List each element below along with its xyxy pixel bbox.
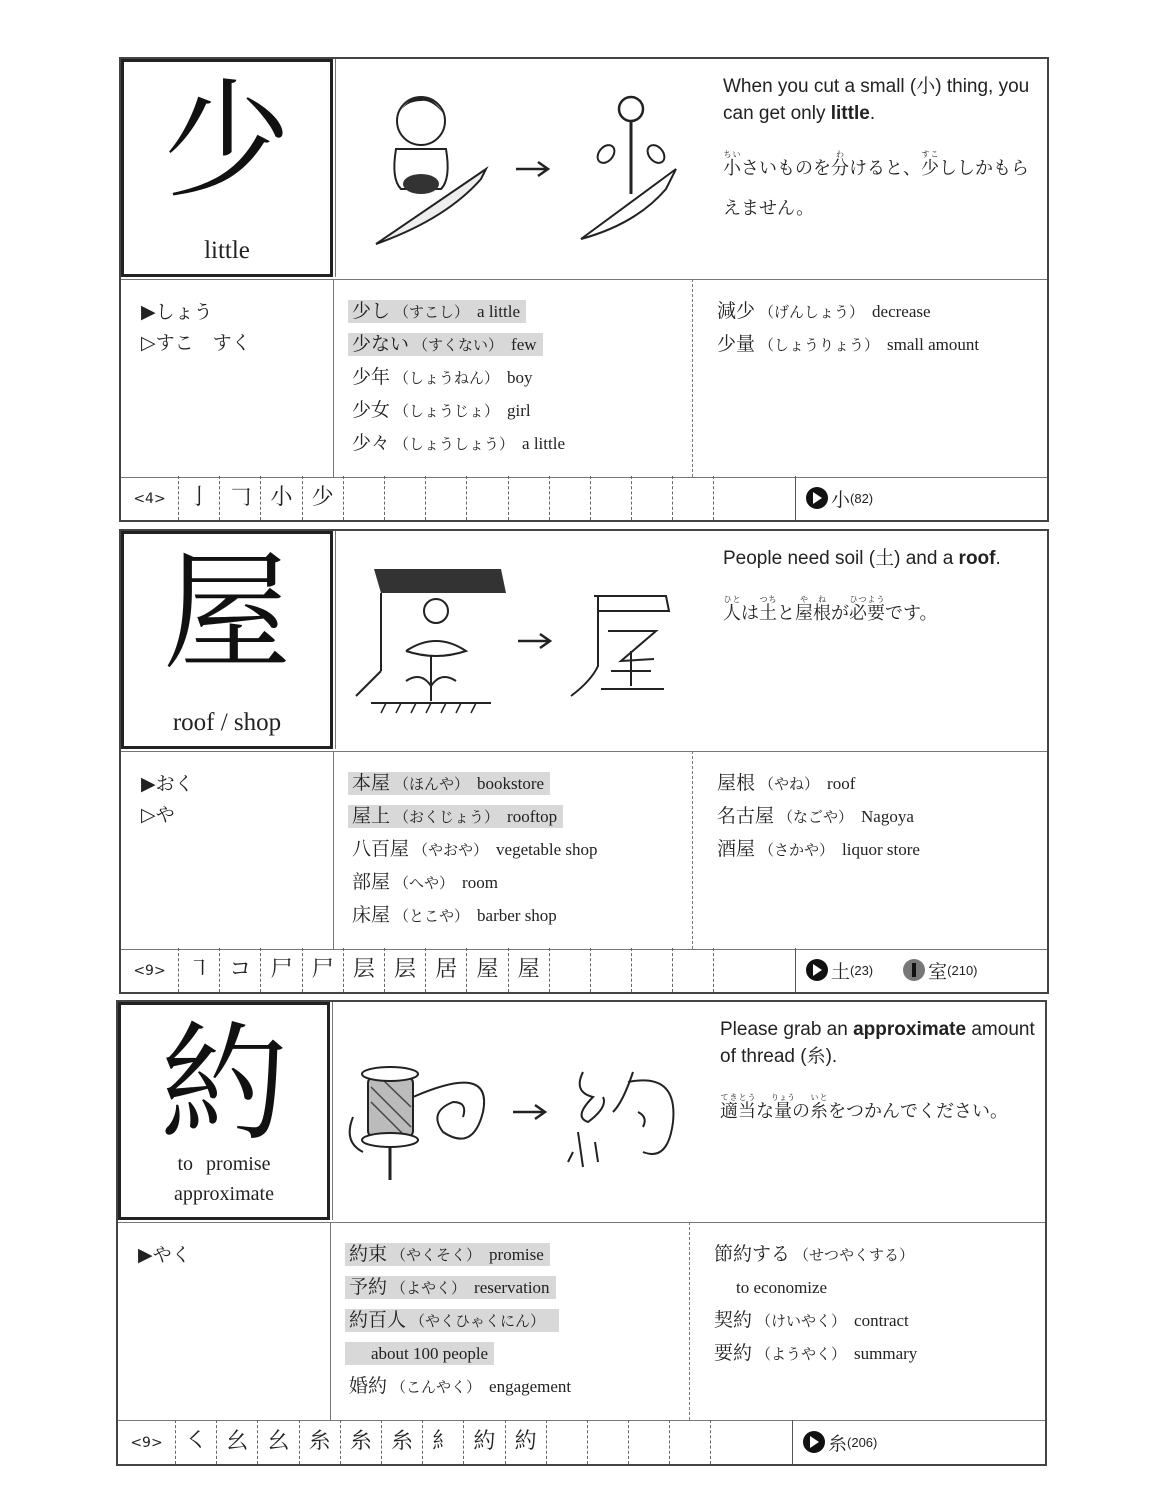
furigana: すこ [921,150,939,159]
reading-on [141,297,251,328]
vocab-main-list [333,751,693,949]
vocab-entry [717,805,914,827]
explanation [723,73,1043,229]
vocab-meaning: engagement [489,1377,572,1396]
stroke-cell: 层 [384,948,425,992]
vocab-entry [352,432,565,454]
furigana-word [813,595,831,624]
stroke-count: <4> [133,491,166,507]
stroke-cells [178,476,755,520]
stroke-cell [713,476,754,520]
vocab-item [717,295,1047,328]
vocab-reading: （とこや） [394,907,470,925]
kanji-box [118,1002,330,1220]
stroke-cell [549,948,590,992]
explanation-segment: People need soil (土) and a [723,548,959,569]
mnemonic-illustration [335,59,706,277]
kana-segment: をつかんでください。 [828,1101,1008,1122]
vocab-meaning: boy [507,368,533,387]
stroke-cell: 糸 [299,1420,340,1464]
stroke-cell [590,948,631,992]
vocab-entry [348,772,550,795]
furigana-word [849,595,885,624]
outline-triangle-icon: ▷ [141,332,156,354]
kanji-card [119,529,1049,994]
explanation-segment: When you cut a small (小) thing, you can get only [723,76,1030,124]
stroke-order-strip [121,476,1047,520]
furigana: りょう [771,1093,795,1102]
vocab-reading: （ほんや） [394,775,470,793]
vocab-extra-list [695,279,1047,477]
stroke-cell: コ [219,948,260,992]
vocab-reading: （なごや） [778,808,854,826]
kanji-meaning: roof / shop [172,709,282,736]
reading-text: すこ すく [155,332,251,354]
stroke-cell: 屋 [466,948,507,992]
vocab-meaning: few [511,335,537,354]
explanation-english [720,1016,1040,1070]
stroke-cell: 𠃌 [219,476,260,520]
stroke-cell: 尸 [302,948,343,992]
furigana: や [795,595,813,604]
vocab-entry [714,1276,827,1298]
vocab-word: 少女 [352,399,391,421]
kanji-segment: 根 [813,603,831,624]
stroke-cell: 約 [463,1420,504,1464]
stroke-cell [425,476,466,520]
explanation-segment: . [995,548,1001,569]
vocab-word: 床屋 [352,904,391,926]
vocab-item [714,1337,1045,1370]
stroke-cell [628,1420,669,1464]
furigana-word [921,150,939,179]
stroke-cell: 尸 [260,948,301,992]
furigana-word [771,1093,795,1122]
reading-text: おく [155,773,194,795]
kanji-segment: 人 [723,603,741,624]
vocab-entry [714,1243,922,1265]
kanji-segment: 土 [759,603,777,624]
vocab-entry [348,333,543,356]
reading-on [138,1240,191,1271]
vocab-word: 少々 [352,432,391,454]
kana-segment: は [741,603,759,624]
vocab-item [352,767,692,800]
stroke-count: <9> [130,1435,163,1451]
vocab-meaning: a little [522,434,565,453]
related-kanji-char: 糸 [828,1432,848,1455]
vocab-meaning: barber shop [477,906,557,925]
stroke-cell: 糹 [422,1420,463,1464]
vocab-meaning: roof [827,774,856,793]
vocab-item [349,1337,689,1370]
vocab-item [352,800,692,833]
vocab-meaning: bookstore [477,774,545,793]
explanation-english [723,545,1043,572]
mnemonic-illustration [332,1002,703,1220]
vocab-item [352,394,692,427]
furigana-word [810,1093,828,1122]
explanation-english [723,73,1043,127]
stroke-cell: 幺 [216,1420,257,1464]
kana-segment: の [792,1101,810,1122]
related-kanji-number: (23) [850,962,874,978]
kanji-segment: 少 [921,158,939,179]
kanji-card [116,1000,1047,1466]
vocab-word: 少ない [352,333,410,355]
card-header [121,59,1047,280]
related-kanji [795,948,1047,992]
vocab-word: 節約する [714,1243,791,1265]
vocab-entry [717,333,979,355]
vocab-word: 酒屋 [717,838,756,860]
vocab-reading: （しょうねん） [394,369,500,387]
vocab-meaning: reservation [474,1278,550,1297]
kana-segment: です。 [885,603,938,624]
mnemonic-illustration [335,531,706,749]
play-arrow-icon [806,959,828,981]
vocab-meaning: vegetable shop [496,840,598,859]
play-arrow-icon [806,487,828,509]
stroke-cell [672,948,713,992]
vocab-word: 屋根 [717,772,756,794]
kana-segment: ししかもらえません。 [723,158,1029,219]
vocab-reading: （やくそく） [391,1246,482,1264]
kanji-box [121,531,333,749]
vocab-entry [717,300,931,322]
vocab-word: 要約 [714,1342,753,1364]
vocab-entry [352,871,498,893]
kanji-segment: 適当 [720,1101,756,1122]
reading-text: やく [152,1244,191,1266]
vocab-reading: （しょうじょ） [394,402,500,420]
furigana: ちい [723,150,741,159]
stroke-cell: 糸 [340,1420,381,1464]
outline-triangle-icon: ▷ [141,804,156,826]
kanji-meaning: to promise approximate [174,1153,291,1205]
vocab-meaning: contract [854,1311,909,1330]
vocab-meaning: summary [854,1344,918,1363]
related-kanji-char: 小 [831,488,851,511]
stroke-cell: 居 [425,948,466,992]
vocab-word: 予約 [349,1276,388,1298]
furigana: ひと [723,595,741,604]
vocab-reading: （さかや） [759,841,835,859]
stroke-order-strip [118,1420,1045,1464]
stroke-cell: ㇕ [178,948,219,992]
vocab-meaning: small amount [887,335,980,354]
vocab-entry [717,772,855,794]
vocab-reading: （せつやくする） [794,1246,915,1264]
furigana: つち [759,595,777,604]
vocab-item [349,1238,689,1271]
vocab-meaning: room [462,873,498,892]
explanation-segment: approximate [853,1019,967,1040]
vocab-item [349,1271,689,1304]
vocab-item [352,295,692,328]
vocab-reading: （しょうりょう） [759,336,880,354]
kana-segment: な [756,1101,774,1122]
stroke-cell [590,476,631,520]
vocab-meaning: liquor store [842,840,920,859]
kanji-segment: 糸 [810,1101,828,1122]
kanji-segment: 小 [723,158,741,179]
furigana-word [759,595,777,624]
vocab-item [714,1271,1045,1304]
kanji-character: 約 [159,1010,288,1159]
vocab-word: 本屋 [352,772,391,794]
related-kanji-ref [803,1429,877,1456]
vocab-extra-list [692,1222,1045,1420]
vocab-item [352,833,692,866]
furigana-word [795,595,813,624]
stroke-cell [713,948,754,992]
stroke-cell [343,476,384,520]
vocab-meaning: decrease [872,302,931,321]
vocab-item [352,427,692,460]
vocab-extra-list [695,751,1047,949]
filled-triangle-icon: ▶ [141,773,156,795]
vocab-meaning: girl [507,401,531,420]
info-icon [903,959,925,981]
readings [138,1240,191,1271]
explanation [720,1016,1040,1132]
vocab-item [352,866,692,899]
kana-segment: けると、 [849,158,921,179]
kanji-character: 屋 [162,539,291,688]
related-kanji-number: (210) [947,962,978,978]
vocab-item [717,328,1047,361]
vocab-reading: （やくひゃくにん） [410,1312,546,1330]
kanji-segment: 分 [831,158,849,179]
stroke-order-strip [121,948,1047,992]
stroke-cell [587,1420,628,1464]
stroke-cell: 屋 [508,948,549,992]
vocab-reading: （けいやく） [756,1312,847,1330]
kanji-segment: 屋 [795,603,813,624]
vocab-main-list [330,1222,690,1420]
vocab-entry [717,838,920,860]
vocab-entry [714,1342,917,1364]
vocab-item [717,800,1047,833]
stroke-cell: 亅 [178,476,219,520]
related-kanji-ref [806,957,873,984]
related-kanji-char: 土 [831,960,851,983]
stroke-cell [549,476,590,520]
related-kanji [792,1420,1045,1464]
vocab-meaning: to economize [736,1278,828,1297]
vocab-item [717,833,1047,866]
vocab-entry [352,399,531,421]
related-kanji-number: (82) [850,490,874,506]
related-kanji-number: (206) [847,1434,878,1450]
explanation-segment: amount of thread (糸). [720,1019,1035,1067]
readings [141,297,251,359]
reading-kun [141,328,251,359]
stroke-cell [384,476,425,520]
card-header [121,531,1047,752]
furigana: てきとう [720,1093,756,1102]
vocab-main-list [333,279,693,477]
kana-segment: が [831,603,849,624]
vocab-word: 屋上 [352,805,391,827]
explanation-japanese [720,1092,1040,1132]
vocab-word: 減少 [717,300,756,322]
vocab-word: 約束 [349,1243,388,1265]
vocab-meaning: Nagoya [861,807,914,826]
vocab-word: 少し [352,300,391,322]
vocab-item [352,328,692,361]
stroke-cell [546,1420,587,1464]
vocab-meaning: rooftop [507,807,558,826]
furigana: ね [813,595,831,604]
kanji-segment: 必要 [849,603,885,624]
vocab-word: 名古屋 [717,805,775,827]
vocab-word: 約百人 [349,1309,407,1331]
kanji-card [119,57,1049,522]
vocab-reading: （やおや） [413,841,489,859]
vocab-reading: （げんしょう） [759,303,865,321]
kana-segment: と [777,603,795,624]
explanation-japanese [723,149,1043,229]
furigana: わ [831,150,849,159]
explanation-segment: Please grab an [720,1019,854,1040]
vocab-word: 少量 [717,333,756,355]
vocab-entry [714,1309,909,1331]
card-body [118,1222,1045,1421]
furigana-word [720,1093,756,1122]
vocab-entry [345,1276,556,1299]
vocab-entry [345,1309,559,1332]
vocab-item [352,361,692,394]
vocab-word: 契約 [714,1309,753,1331]
stroke-cell [466,476,507,520]
stroke-count: <9> [133,963,166,979]
related-kanji-ref [903,957,977,984]
vocab-item [714,1304,1045,1337]
kanji-meaning: little [204,237,250,264]
kanji-box [121,59,333,277]
vocab-reading: （すこし） [394,303,470,321]
stroke-cell [672,476,713,520]
vocab-word: 少年 [352,366,391,388]
filled-triangle-icon: ▶ [141,301,156,323]
stroke-cell: 約 [505,1420,546,1464]
vocab-item [349,1304,689,1337]
stroke-cell [631,948,672,992]
reading-on [141,769,194,800]
vocab-entry [345,1243,550,1266]
stroke-cell: 小 [260,476,301,520]
vocab-meaning: about 100 people [371,1344,489,1363]
vocab-item [714,1238,1045,1271]
vocab-reading: （やね） [759,775,820,793]
vocab-entry [349,1375,571,1397]
vocab-item [352,899,692,932]
play-arrow-icon [803,1431,825,1453]
kana-segment: さいものを [741,158,831,179]
vocab-word: 婚約 [349,1375,388,1397]
stroke-cell [508,476,549,520]
readings [141,769,194,831]
filled-triangle-icon: ▶ [138,1244,153,1266]
vocab-reading: （こんやく） [391,1378,482,1396]
stroke-cell: ㇛ [175,1420,216,1464]
stroke-cell: 糸 [381,1420,422,1464]
explanation-segment: roof [958,548,996,569]
vocab-reading: （しょうしょう） [394,435,515,453]
stroke-cell: 少 [302,476,343,520]
vocab-reading: （すくない） [413,336,504,354]
vocab-meaning: a little [477,302,520,321]
explanation [723,545,1043,634]
vocab-reading: （よやく） [391,1279,467,1297]
furigana-word [831,150,849,179]
vocab-word: 八百屋 [352,838,410,860]
related-kanji [795,476,1047,520]
vocab-word: 部屋 [352,871,391,893]
vocab-entry [348,805,563,828]
card-body [121,279,1047,478]
kanji-segment: 量 [771,1101,795,1122]
explanation-segment: little [830,103,870,124]
card-body [121,751,1047,950]
vocab-entry [352,838,598,860]
kanji-character: 少 [162,67,291,216]
vocab-entry [352,366,533,388]
stroke-cell: 层 [343,948,384,992]
explanation-japanese [723,594,1043,634]
stroke-cells [175,1420,752,1464]
stroke-cell [669,1420,710,1464]
related-kanji-ref [806,485,873,512]
vocab-reading: （へや） [394,874,455,892]
vocab-meaning: promise [489,1245,544,1264]
vocab-reading: （おくじょう） [394,808,500,826]
furigana: ひつよう [849,595,885,604]
furigana-word [723,150,741,179]
stroke-cells [178,948,755,992]
explanation-segment: . [869,103,876,124]
card-header [118,1002,1045,1223]
stroke-cell: 幺 [257,1420,298,1464]
vocab-entry [352,904,557,926]
vocab-entry [345,1342,494,1365]
reading-text: や [155,804,175,826]
stroke-cell [631,476,672,520]
vocab-item [717,767,1047,800]
reading-kun [141,800,194,831]
reading-text: しょう [155,301,213,323]
related-kanji-char: 室 [928,960,948,983]
vocab-item [349,1370,689,1403]
furigana: いと [810,1093,828,1102]
vocab-entry [348,300,526,323]
vocab-reading: （ようやく） [756,1345,847,1363]
furigana-word [723,595,741,624]
stroke-cell [710,1420,751,1464]
